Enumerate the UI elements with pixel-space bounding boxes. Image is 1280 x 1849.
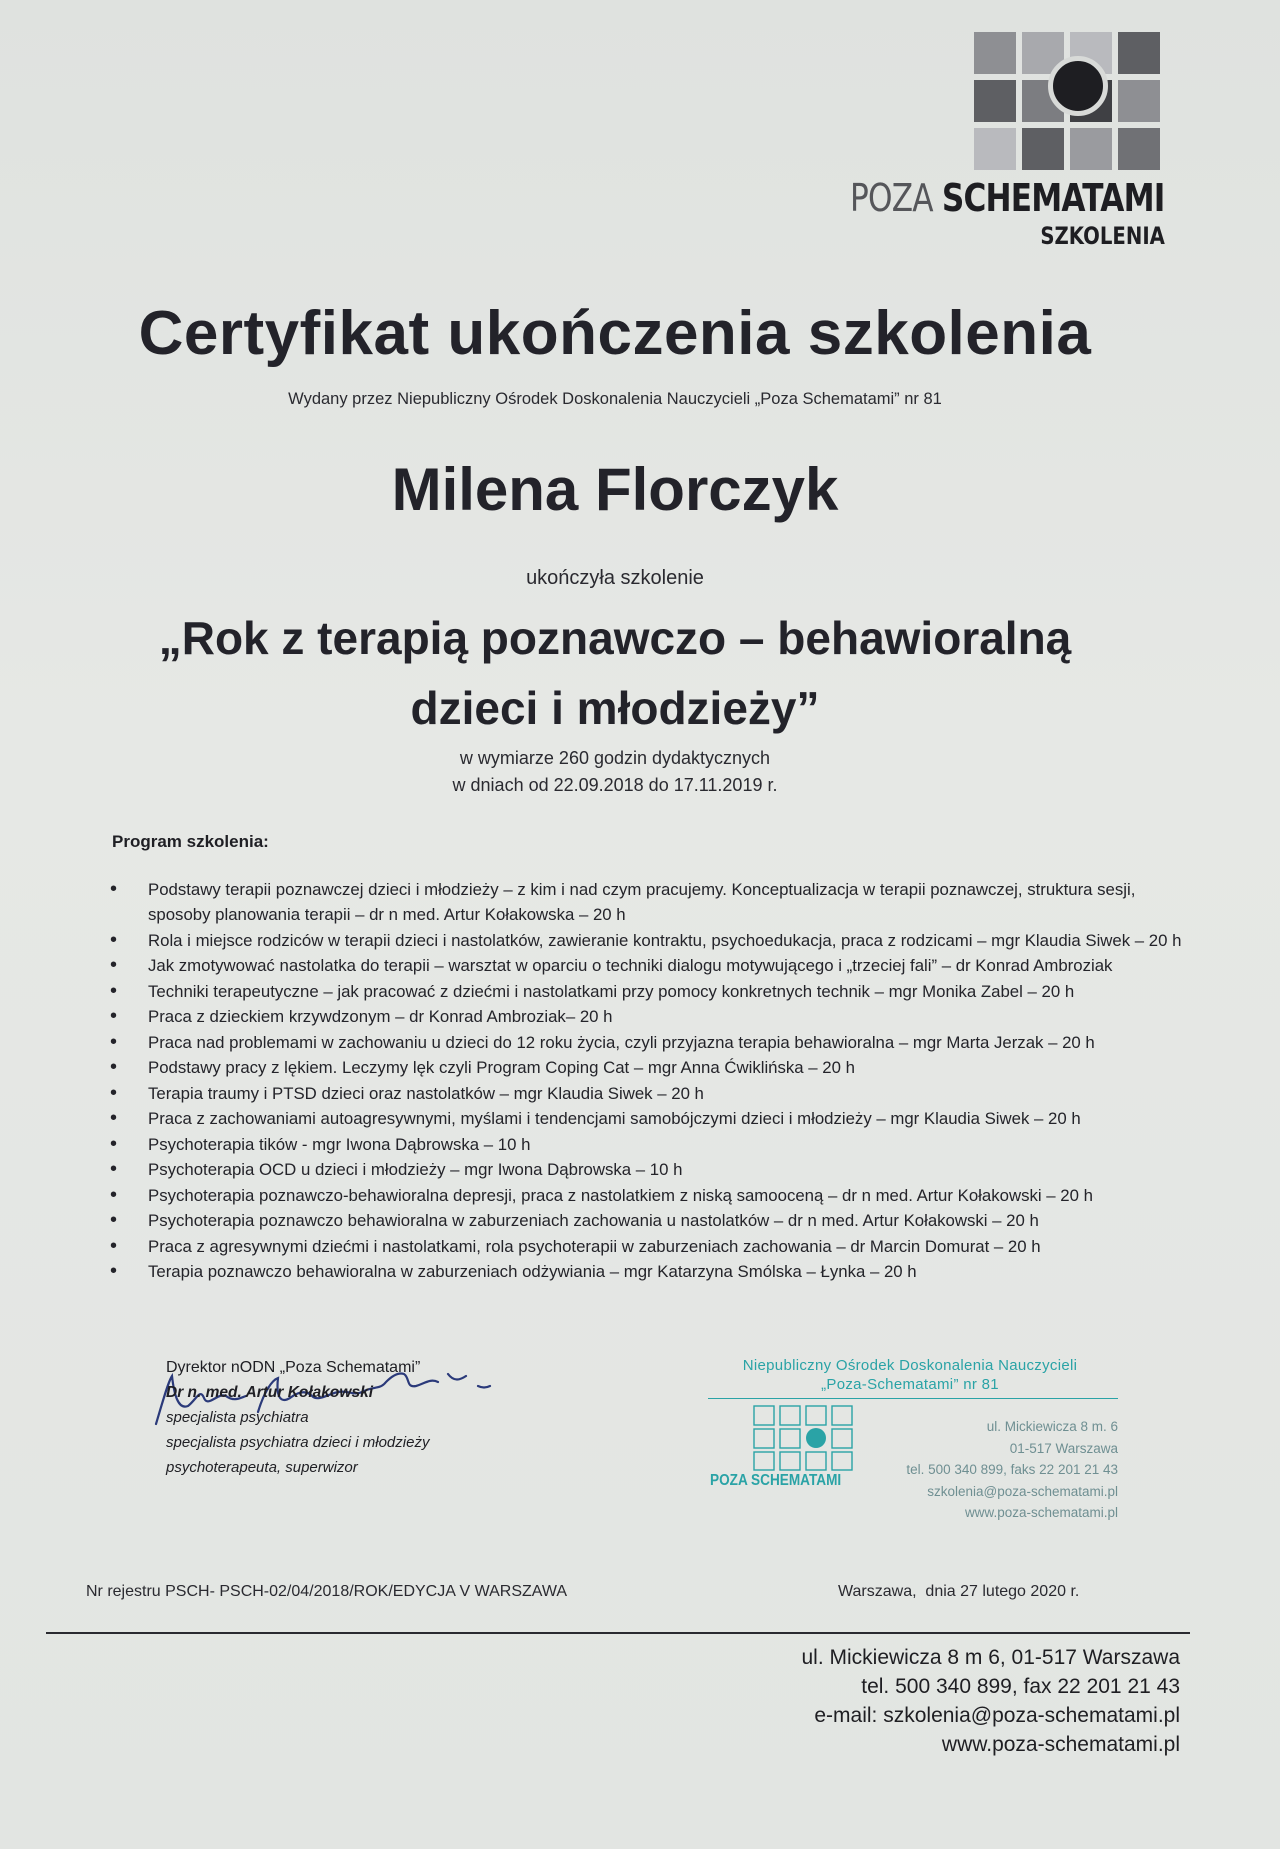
- course-title: [0, 603, 1230, 743]
- stamp-divider: [708, 1398, 1118, 1399]
- program-item: • Techniki terapeutyczne – jak pracować z dziećmi i nastolatkami przy pomocy konkretnych technik – mgr Monika Zabel – 20 h: [110, 979, 1190, 1004]
- footer-website: www.poza-schematami.pl: [941, 1733, 1180, 1756]
- logo-name: POZA SCHEMATAMI: [850, 176, 1165, 220]
- program-item: • Praca z agresywnymi dziećmi i nastolatkami, rola psychoterapii w zaburzeniach zachowania – dr Marcin Domurat – 20 h: [110, 1234, 1190, 1259]
- program-list: [110, 877, 1190, 1285]
- place-and-date: Warszawa, dnia 27 lutego 2020 r.: [838, 1583, 1080, 1600]
- registry-number: Nr rejestru PSCH- PSCH-02/04/2018/ROK/EDYCJA V WARSZAWA: [86, 1583, 568, 1600]
- stamp-title-line-2: „Poza-Schematami” nr 81: [821, 1376, 999, 1393]
- poza-schematami-logo: [850, 28, 1165, 250]
- institution-stamp: [700, 1356, 1130, 1521]
- stamp-phone: tel. 500 340 899, faks 22 201 21 43: [906, 1462, 1118, 1477]
- stamp-logo-icon: [752, 1404, 862, 1472]
- program-item: • Psychoterapia OCD u dzieci i młodzieży – mgr Iwona Dąbrowska – 10 h: [110, 1157, 1190, 1182]
- course-title-line-2: dzieci i młodzieży”: [410, 682, 820, 734]
- director-name: Dr n. med. Artur Kołakowski: [166, 1384, 373, 1401]
- director-block: [166, 1355, 429, 1480]
- footer-contact: [801, 1643, 1180, 1759]
- program-item: • Psychoterapia tików - mgr Iwona Dąbrowska – 10 h: [110, 1132, 1190, 1157]
- logo-subtitle: SZKOLENIA: [1040, 222, 1165, 250]
- director-title-1: specjalista psychiatra: [166, 1409, 309, 1426]
- footer-address: ul. Mickiewicza 8 m 6, 01-517 Warszawa: [801, 1646, 1180, 1669]
- stamp-name: POZA SCHEMATAMI: [710, 1472, 842, 1489]
- director-role: Dyrektor nODN „Poza Schematami”: [166, 1359, 421, 1376]
- issued-by: Wydany przez Niepubliczny Ośrodek Doskonalenia Nauczycieli „Poza Schematami” nr 81: [288, 390, 942, 408]
- certificate-title: Certyfikat ukończenia szkolenia: [138, 299, 1092, 368]
- program-item: • Praca z dzieckiem krzywdzonym – dr Konrad Ambroziak– 20 h: [110, 1004, 1190, 1029]
- program-item: • Psychoterapia poznawczo-behawioralna depresji, praca z nastolatkiem z niską samooceną – dr n med. Artur Kołakowski – 20 h: [110, 1183, 1190, 1208]
- stamp-email: szkolenia@poza-schematami.pl: [927, 1483, 1118, 1499]
- footer-phone: tel. 500 340 899, fax 22 201 21 43: [861, 1675, 1180, 1698]
- footer-email: e-mail: szkolenia@poza-schematami.pl: [814, 1704, 1180, 1727]
- director-title-3: psychoterapeuta, superwizor: [166, 1459, 358, 1476]
- program-item: • Psychoterapia poznawczo behawioralna w zaburzeniach zachowania u nastolatków – dr n med. Artur Kołakowski – 20 h: [110, 1208, 1190, 1233]
- program-item: • Podstawy terapii poznawczej dzieci i młodzieży – z kim i nad czym pracujemy. Konceptualizacja w terapii poznawczej, struktura sesji, sposoby planowania terapii – dr n med. Artur Kołakowska – 20 h: [110, 877, 1190, 927]
- completed-label: ukończyła szkolenie: [526, 567, 704, 589]
- stamp-website: www.poza-schematami.pl: [964, 1505, 1118, 1520]
- program-item: • Praca z zachowaniami autoagresywnymi, myślami i tendencjami samobójczymi dzieci i młodzieży – mgr Klaudia Siwek – 20 h: [110, 1106, 1190, 1131]
- footer-divider: [46, 1632, 1190, 1634]
- director-title-2: specjalista psychiatra dzieci i młodzieży: [166, 1434, 430, 1451]
- program-item: • Jak zmotywować nastolatka do terapii – warsztat w oparciu o techniki dialogu motywującego i „trzeciej fali” – dr Konrad Ambroziak: [110, 953, 1190, 978]
- course-hours: w wymiarze 260 godzin dydaktycznych: [459, 748, 771, 768]
- stamp-address-city: 01-517 Warszawa: [1009, 1440, 1118, 1456]
- logo-grid-icon: [974, 32, 1164, 178]
- recipient-name: Milena Florczyk: [391, 456, 839, 523]
- program-item: • Terapia traumy i PTSD dzieci oraz nastolatków – mgr Klaudia Siwek – 20 h: [110, 1081, 1190, 1106]
- stamp-address-street: ul. Mickiewicza 8 m. 6: [986, 1419, 1118, 1434]
- course-title-line-1: „Rok z terapią poznawczo – behawioralną: [158, 612, 1072, 664]
- program-item: • Podstawy pracy z lękiem. Leczymy lęk czyli Program Coping Cat – mgr Anna Ćwiklińska – 20 h: [110, 1055, 1190, 1080]
- program-heading: Program szkolenia:: [112, 832, 269, 851]
- stamp-address: [906, 1416, 1118, 1524]
- course-dates: w dniach od 22.09.2018 do 17.11.2019 r.: [452, 775, 778, 795]
- program-item: • Terapia poznawczo behawioralna w zaburzeniach odżywiania – mgr Katarzyna Smólska – Łynka – 20 h: [110, 1259, 1190, 1284]
- program-item: • Praca nad problemami w zachowaniu u dzieci do 12 roku życia, czyli przyjazna terapia behawioralna – mgr Marta Jerzak – 20 h: [110, 1030, 1190, 1055]
- stamp-title: [700, 1356, 1120, 1394]
- program-item: • Rola i miejsce rodziców w terapii dzieci i nastolatków, zawieranie kontraktu, psychoedukacja, praca z rodzicami – mgr Klaudia Siwek – 20 h: [110, 928, 1190, 953]
- stamp-title-line-1: Niepubliczny Ośrodek Doskonalenia Nauczycieli: [742, 1357, 1078, 1374]
